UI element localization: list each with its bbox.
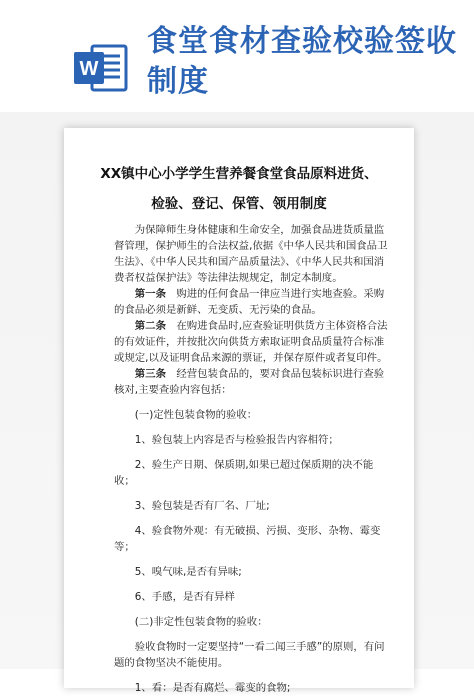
- article-3-text: 经营包装食品的，要对食品包装标识进行查验核对,主要查验内容包括：: [114, 368, 385, 396]
- document-title-line-1: XX镇中心小学学生营养餐食堂食品原料进货、: [100, 166, 378, 182]
- list-item: 3、验包装是否有厂名、厂址;: [134, 500, 270, 512]
- document-page: [64, 128, 414, 694]
- svg-text:W: W: [79, 58, 99, 80]
- document-title-line-2: 检验、登记、保管、领用制度: [151, 196, 327, 212]
- article-1: [114, 286, 390, 318]
- article-2: [114, 318, 390, 366]
- article-3-label: 第三条: [134, 368, 166, 380]
- list-item: 1、看：是否有腐烂、霉变的食物;: [134, 682, 291, 694]
- banner: [0, 0, 474, 112]
- list-item: 4、验食物外观：有无破损、污损、变形、杂物、霉变等；: [114, 525, 381, 553]
- list-item: 1、验包装上内容是否与检验报告内容相符；: [134, 434, 339, 446]
- article-1-text: 购进的任何食品一律应当进行实地查验。采购的食品必须是新鲜、无变质、无污染的食品。: [114, 288, 385, 316]
- article-1-label: 第一条: [134, 288, 166, 300]
- list-item: 6、手感，是否有异样: [134, 591, 235, 603]
- list-item: 2、验生产日期、保质期,如果已超过保质期的决不能收；: [114, 459, 374, 487]
- subsection-2-text: 验收食物时一定要坚持“一看二闻三手感”的原则，有问题的食物坚决不能使用。: [114, 641, 385, 669]
- intro-paragraph: 为保障师生身体健康和生命安全，加强食品进货质量监督管理，保护师生的合法权益,依据《中华人民共和国食品卫生法》、《中华人民共和国产品质量法》、《中华人民共和国消费者权益保护法》等法律法规规定，制定本制度。: [114, 224, 388, 284]
- word-document-icon: [70, 38, 130, 98]
- article-2-label: 第二条: [134, 320, 166, 332]
- document-body: [114, 222, 390, 696]
- subsection-1-heading: (一)定性包装食物的验收：: [134, 409, 258, 421]
- banner-title: 食堂食材查验校验签收制度: [147, 24, 457, 99]
- subsection-2-heading: (二)非定性包装食物的验收：: [134, 616, 268, 628]
- list-item: 5、嗅气味,是否有异味;: [134, 566, 242, 578]
- article-3: [114, 366, 390, 398]
- article-2-text: 在购进食品时,应查验证明供货方主体资格合法的有效证件，并按批次向供货方索取证明食品质量符合标准或规定,以及证明食品来源的票证，并保存原件或者复印件。: [114, 320, 388, 364]
